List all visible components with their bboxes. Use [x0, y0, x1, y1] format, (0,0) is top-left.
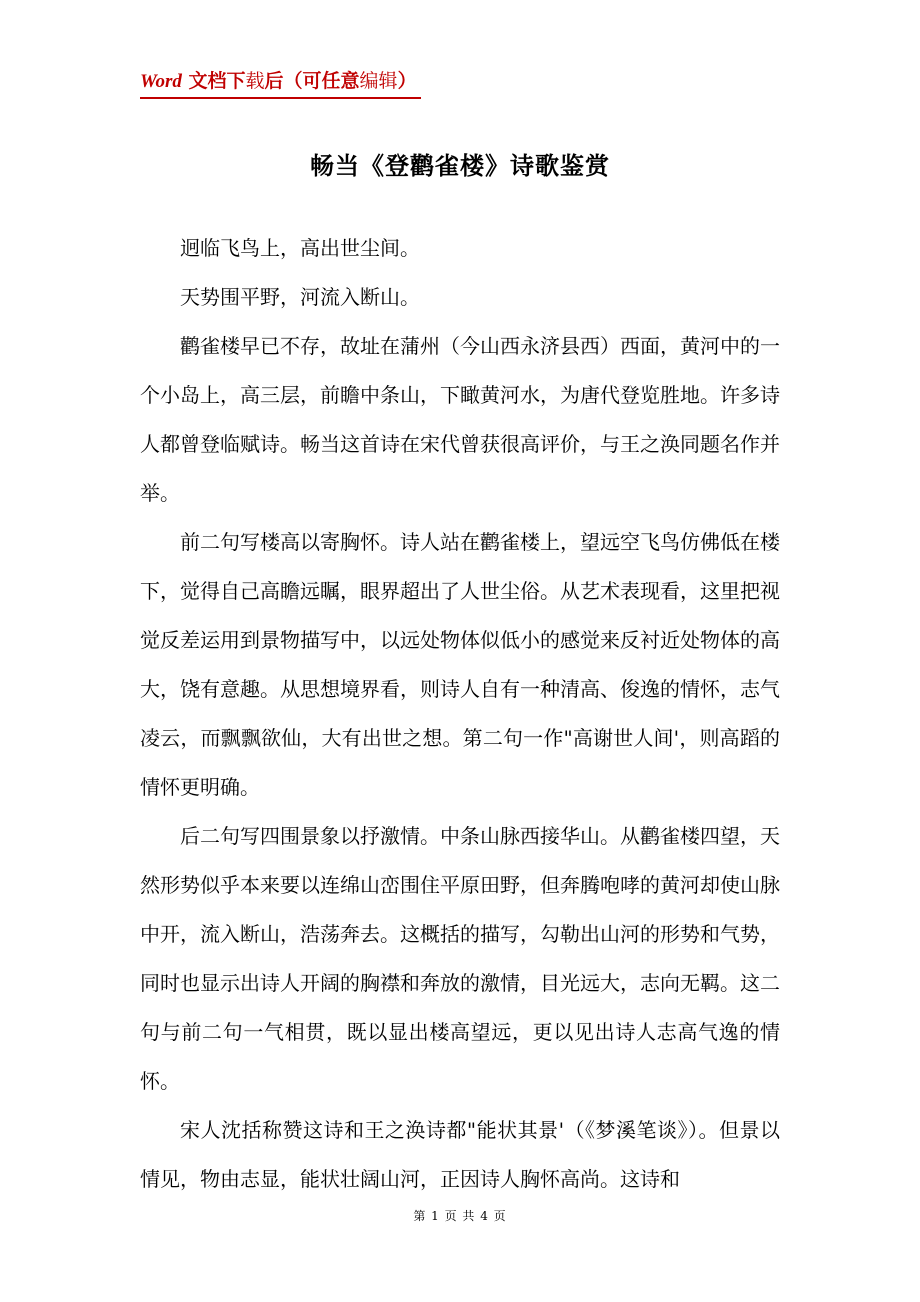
- banner-close: ）: [397, 70, 417, 92]
- banner-zai: 载: [245, 70, 265, 92]
- paragraph-second-couplet: 后二句写四围景象以抒激情。中条山脉西接华山。从鹳雀楼四望，天然形势似乎本来要以连绵山峦围住平原田野，但奔腾咆哮的黄河却使山脉中开，流入断山，浩荡奔去。这概括的描写，勾勒出山河的形势和气势，同时也显示出诗人开阔的胸襟和奔放的激情，目光远大，志向无羁。这二句与前二句一气相贯，既以显出楼高望远，更以见出诗人志高气逸的情怀。: [140, 824, 780, 1093]
- banner-after: 后（可任意: [264, 70, 360, 92]
- download-banner[interactable]: [140, 66, 421, 99]
- poem-line-1: 迥临飞鸟上，高出世尘间。: [180, 236, 420, 260]
- article-body: [140, 224, 780, 1204]
- banner-doc: 文档下: [181, 70, 246, 92]
- paragraph-intro: 鹳雀楼早已不存，故址在蒲州（今山西永济县西）西面，黄河中的一个小岛上，高三层，前瞻中条山，下瞰黄河水，为唐代登览胜地。许多诗人都曾登临赋诗。畅当这首诗在宋代曾获很高评价，与王之涣同题名作并举。: [140, 334, 780, 505]
- page-footer: 第 1 页 共 4 页: [413, 1209, 507, 1223]
- banner-edit: 编辑: [359, 70, 398, 92]
- paragraph-first-couplet: 前二句写楼高以寄胸怀。诗人站在鹳雀楼上，望远空飞鸟仿佛低在楼下，觉得自己高瞻远瞩，眼界超出了人世尘俗。从艺术表现看，这里把视觉反差运用到景物描写中，以远处物体似低小的感觉来反衬近处物体的高大，饶有意趣。从思想境界看，则诗人自有一种清高、俊逸的情怀，志气凌云，而飘飘欲仙，大有出世之想。第二句一作"高谢世人间'，则高蹈的情怀更明确。: [140, 530, 780, 799]
- page-title: 畅当《登鹳雀楼》诗歌鉴赏: [310, 151, 610, 180]
- paragraph-evaluation: 宋人沈括称赞这诗和王之涣诗都"能状其景'（《梦溪笔谈》）。但景以情见，物由志显，能状壮阔山河，正因诗人胸怀高尚。这诗和: [140, 1118, 780, 1191]
- banner-word: Word: [140, 71, 182, 92]
- poem-line-2: 天势围平野，河流入断山。: [180, 285, 420, 309]
